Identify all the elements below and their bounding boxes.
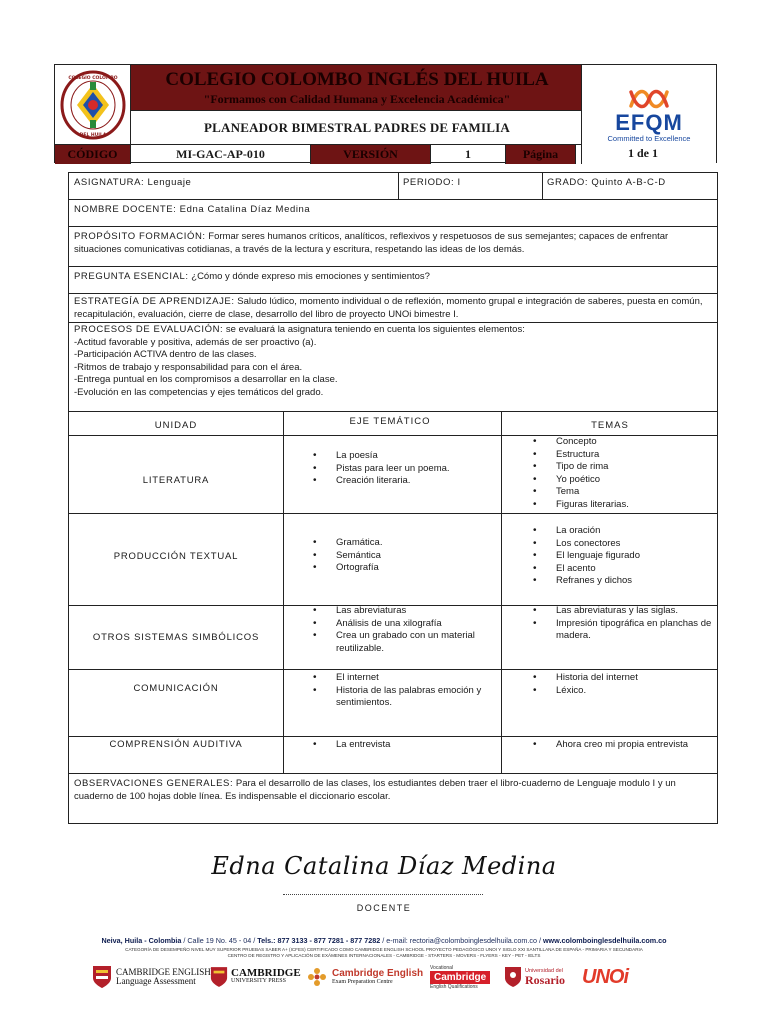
list-item: • La oración — [533, 525, 719, 538]
college-motto: "Formamos con Calidad Humana y Excelencia Académica" — [203, 92, 511, 106]
list-item: • Yo poético — [533, 474, 719, 487]
logo-text: English Qualifications — [430, 983, 478, 990]
question-label: PREGUNTA ESENCIAL: — [74, 271, 189, 282]
subject-row — [69, 173, 717, 200]
list-item: • Creación literaria. — [313, 475, 493, 488]
list-item: • Gramática. — [313, 537, 493, 550]
partner-logos — [92, 962, 712, 992]
list-item: • Pistas para leer un poema. — [313, 463, 493, 476]
list-item: • Refranes y dichos — [533, 575, 719, 588]
teacher-signature: Edna Catalina Díaz Medina — [211, 852, 557, 880]
svg-text:COLEGIO COLOMBO: COLEGIO COLOMBO — [67, 75, 118, 81]
logo-text: Vocational — [430, 964, 454, 971]
unoi-wordmark: UNOi — [582, 965, 628, 988]
header-unidad: UNIDAD — [154, 420, 198, 431]
evaluation-item: -Entrega puntual en los compromisos a desarrollar en la clase. — [74, 374, 338, 385]
flower-icon — [306, 966, 328, 988]
unit-name: COMUNICACIÓN — [133, 683, 219, 694]
divider — [542, 173, 543, 200]
list-item: • Las abreviaturas y las siglas. — [533, 605, 717, 618]
list-item: • Historia del internet — [533, 672, 719, 685]
footer-exam-centre: CENTRO DE REGISTRO Y APLICACIÓN DE EXÁMENES INTERNACIONALES - CAMBRIDGE - STARTERS - MOVERS - FLYERS - KEY - PET - IELTS — [227, 953, 541, 958]
efqm-text: EFQM — [615, 110, 683, 135]
list-item: • Las abreviaturas — [313, 605, 489, 618]
observations-label: OBSERVACIONES GENERALES: — [74, 778, 234, 789]
list-item: • La entrevista — [313, 739, 493, 752]
eje-list — [313, 605, 489, 655]
footer-website: www.colomboinglesdelhuila.com.co — [542, 936, 667, 945]
universidad-rosario-logo — [504, 962, 565, 992]
efqm-ribbon-icon — [627, 86, 671, 112]
list-item: • Ahora creo mi propia entrevista — [533, 739, 719, 752]
strategy-row — [69, 294, 717, 323]
unoi-logo — [582, 962, 628, 992]
code-value: MI-GAC-AP-010 — [131, 145, 311, 164]
svg-text:DEL HUILA: DEL HUILA — [79, 132, 106, 138]
content-table-header — [69, 412, 717, 436]
cambridge-shield-icon — [210, 965, 228, 989]
list-item: • Historia de las palabras emoción y sentimientos. — [313, 685, 493, 710]
cambridge-university-press-logo — [210, 962, 301, 992]
eje-list — [313, 739, 493, 752]
header-temas: TEMAS — [591, 420, 629, 431]
school-seal-cell — [55, 65, 131, 144]
logo-text: Rosario — [525, 973, 565, 987]
list-item: • Semántica — [313, 550, 493, 563]
strategy-text: Saludo lúdico, momento individual o de reflexión, momento grupal e integración de saberes, puesta en común, recapitulación, evaluación, cierre de clase, desarrollo del libro de proyecto UNOi bimestre I. — [74, 296, 703, 320]
logo-text: Universidad del — [525, 968, 563, 974]
table-row — [69, 436, 717, 514]
temas-list — [533, 672, 719, 697]
footer-contact — [0, 936, 768, 945]
teacher-field: NOMBRE DOCENTE: Edna Catalina Díaz Medina — [74, 204, 311, 215]
table-row — [69, 737, 717, 774]
signature-line — [283, 894, 483, 895]
list-item: • Léxico. — [533, 685, 719, 698]
evaluation-item: -Evolución en las competencias y ejes temáticos del grado. — [74, 386, 324, 398]
school-seal-logo — [60, 70, 126, 140]
logo-text — [582, 966, 628, 989]
list-item: • El internet — [313, 672, 493, 685]
page-label: Página — [506, 145, 576, 164]
list-item: • Concepto — [533, 436, 719, 449]
rosario-crest-icon — [504, 966, 522, 988]
temas-list — [533, 525, 719, 588]
title-band — [131, 65, 583, 110]
purpose-text: Formar seres humanos críticos, analíticos, reflexivos y respetuosos de sus semejantes; capaces de enfrentar situaciones comunicativas cotidianas, a través de la lectura y escritura, respetando las ideas de los demás. — [74, 231, 669, 255]
footer-address: / Calle 19 No. 45 - 04 / — [181, 936, 258, 945]
header-eje: EJE TEMÁTICO — [349, 416, 431, 427]
planner-form — [68, 172, 718, 824]
list-item: • Impresión tipográfica en planchas de madera. — [533, 618, 717, 643]
eje-list — [313, 537, 493, 575]
evaluation-item: -Ritmos de trabajo y responsabilidad para con el área. — [74, 361, 303, 373]
temas-list — [533, 605, 717, 643]
logo-text: CAMBRIDGE — [231, 967, 301, 979]
logo-text: UNIVERSITY PRESS — [231, 978, 286, 984]
list-item: • Análisis de una xilografía — [313, 618, 489, 631]
evaluation-label: PROCESOS DE EVALUACIÓN: — [74, 324, 224, 335]
evaluation-row — [69, 323, 717, 412]
period-field: PERIODO: I — [403, 177, 461, 188]
list-item: • El acento — [533, 563, 719, 576]
cambridge-qualifications-logo — [430, 962, 490, 992]
list-item: • Figuras literarias. — [533, 499, 719, 512]
list-item: • Estructura — [533, 449, 719, 462]
cambridge-assessment-logo — [92, 962, 211, 992]
strategy-label: ESTRATEGÍA DE APRENDIZAJE: — [74, 296, 235, 307]
logo-text: CAMBRIDGE ENGLISH — [116, 967, 211, 977]
code-label: CÓDIGO — [55, 145, 131, 164]
observations-text: Para el desarrollo de las clases, los estudiantes deben traer el libro-cuaderno de Lenguaje modulo I y un cuaderno de 100 hojas doble línea. Es indispensable el diccionario escolar. — [74, 778, 676, 802]
unit-name: LITERATURA — [142, 475, 210, 486]
evaluation-item: -Actitud favorable y positiva, además de ser proactivo (a). — [74, 336, 317, 348]
list-item: • Tema — [533, 486, 719, 499]
document-title: PLANEADOR BIMESTRAL PADRES DE FAMILIA — [131, 110, 583, 144]
cambridge-shield-icon — [92, 965, 112, 989]
logo-text: Cambridge English — [332, 968, 424, 979]
purpose-label: PROPÓSITO FORMACIÓN: — [74, 231, 206, 242]
cambridge-exam-prep-logo — [306, 962, 423, 992]
code-row — [55, 144, 583, 164]
evaluation-intro: se evaluará la asignatura teniendo en cuenta los siguientes elementos: — [223, 324, 525, 335]
footer-accreditation: CATEGORÍA DE DESEMPEÑO NIVEL MUY SUPERIOR PRUEBAS SABER A+ (ICFES) CERTIFICADO COMO CAMBRIDGE ENGLISH SCHOOL PROYECTO PEDAGÓGICO UNOI Y SIGLO XXI SANTILLANA DE ESPAÑA - PRIMARIA Y SECUNDARIA — [125, 947, 643, 952]
college-name: COLEGIO COLOMBO INGLÉS DEL HUILA — [165, 69, 549, 90]
list-item: • La poesía — [313, 450, 493, 463]
table-row — [69, 514, 717, 606]
eje-list — [313, 450, 493, 488]
footer-email: / e-mail: rectoria@colomboinglesdelhuila.com.co / — [380, 936, 543, 945]
efqm-tagline: Committed to Excellence — [607, 134, 691, 143]
purpose-row — [69, 227, 717, 267]
unit-name: COMPRENSIÓN AUDITIVA — [109, 739, 243, 750]
footer-city: Neiva, Huila - Colombia — [101, 936, 182, 945]
list-item: • Tipo de rima — [533, 461, 719, 474]
signature-role: DOCENTE — [356, 903, 412, 913]
table-row — [69, 670, 717, 737]
footer-phones: Tels.: 877 3133 - 877 7281 - 877 7282 — [257, 936, 381, 945]
evaluation-item: -Participación ACTIVA dentro de las clases. — [74, 349, 257, 360]
list-item: • Los conectores — [533, 538, 719, 551]
list-item: • Crea un grabado con un material reutilizable. — [313, 630, 489, 655]
teacher-row — [69, 200, 717, 227]
eje-list — [313, 672, 493, 710]
table-row — [69, 606, 717, 670]
version-value: 1 — [431, 145, 506, 164]
logo-text: Cambridge — [430, 971, 490, 984]
temas-list — [533, 739, 719, 752]
question-row — [69, 267, 717, 294]
unit-name: PRODUCCIÓN TEXTUAL — [113, 551, 239, 562]
logo-text: Exam Preparation Centre — [332, 979, 393, 985]
question-text: ¿Cómo y dónde expreso mis emociones y sentimientos? — [188, 271, 430, 282]
page-value-display: 1 de 1 — [628, 146, 658, 160]
divider — [398, 173, 399, 200]
logo-text: Language Assessment — [116, 976, 196, 986]
version-label: VERSIÓN — [311, 145, 431, 164]
subject-field: ASIGNATURA: Lenguaje — [74, 177, 192, 188]
temas-list — [533, 436, 719, 511]
observations — [69, 774, 717, 803]
grade-field: GRADO: Quinto A-B-C-D — [547, 177, 666, 188]
list-item: • El lenguaje figurado — [533, 550, 719, 563]
unit-name: OTROS SISTEMAS SIMBÓLICOS — [92, 632, 260, 643]
list-item: • Ortografía — [313, 562, 493, 575]
